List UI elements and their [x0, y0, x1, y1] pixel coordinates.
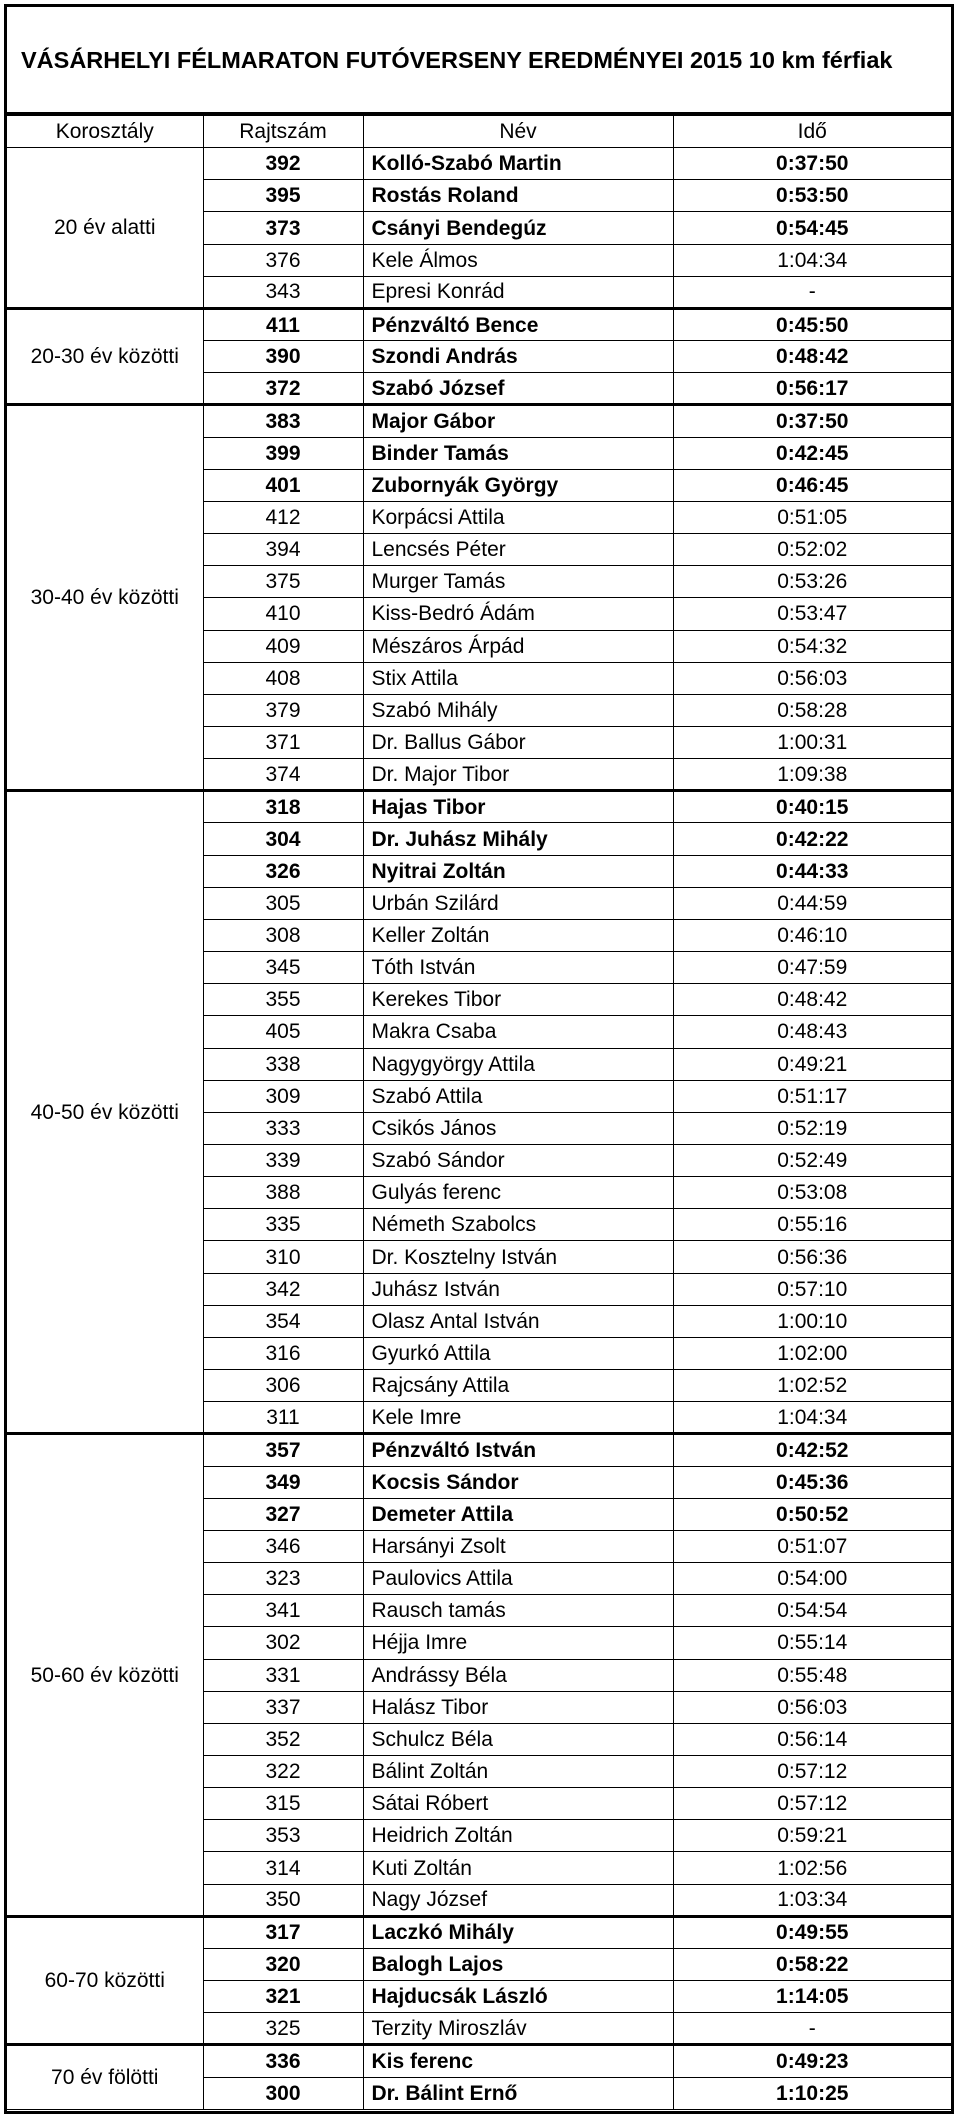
age-group-label: 20-30 év közötti: [7, 308, 203, 404]
results-sheet: [4, 4, 954, 2114]
bib-cell: 343: [203, 276, 363, 308]
time-cell: 0:56:17: [673, 373, 951, 405]
name-cell: Balogh Lajos: [363, 1948, 673, 1980]
time-cell: 0:37:50: [673, 405, 951, 437]
time-cell: 0:52:02: [673, 534, 951, 566]
name-cell: Heidrich Zoltán: [363, 1820, 673, 1852]
time-cell: 0:52:49: [673, 1145, 951, 1177]
header-time: Idő: [673, 116, 951, 148]
name-cell: Csányi Bendegúz: [363, 212, 673, 244]
result-row: [7, 1434, 951, 1466]
name-cell: Terzity Miroszláv: [363, 2013, 673, 2045]
time-cell: 0:53:50: [673, 180, 951, 212]
bib-cell: 331: [203, 1659, 363, 1691]
bib-cell: 318: [203, 791, 363, 823]
name-cell: Nagygyörgy Attila: [363, 1048, 673, 1080]
bib-cell: 308: [203, 919, 363, 951]
bib-cell: 342: [203, 1273, 363, 1305]
bib-cell: 374: [203, 759, 363, 791]
time-cell: 0:44:59: [673, 887, 951, 919]
time-cell: 0:40:15: [673, 791, 951, 823]
bib-cell: 405: [203, 1016, 363, 1048]
bib-cell: 352: [203, 1723, 363, 1755]
time-cell: 0:42:22: [673, 823, 951, 855]
name-cell: Pénzváltó Bence: [363, 308, 673, 340]
bib-cell: 399: [203, 437, 363, 469]
bib-cell: 379: [203, 694, 363, 726]
name-cell: Urbán Szilárd: [363, 887, 673, 919]
time-cell: 0:51:07: [673, 1530, 951, 1562]
bib-cell: 376: [203, 244, 363, 276]
age-group-label: 30-40 év közötti: [7, 405, 203, 791]
result-row: [7, 2045, 951, 2077]
name-cell: Paulovics Attila: [363, 1563, 673, 1595]
name-cell: Schulcz Béla: [363, 1723, 673, 1755]
bib-cell: 383: [203, 405, 363, 437]
bib-cell: 323: [203, 1563, 363, 1595]
bib-cell: 314: [203, 1852, 363, 1884]
name-cell: Major Gábor: [363, 405, 673, 437]
bib-cell: 305: [203, 887, 363, 919]
bib-cell: 306: [203, 1370, 363, 1402]
time-cell: 0:54:00: [673, 1563, 951, 1595]
name-cell: Dr. Kosztelny István: [363, 1241, 673, 1273]
name-cell: Bálint Zoltán: [363, 1755, 673, 1787]
time-cell: 1:10:25: [673, 2077, 951, 2109]
time-cell: 0:57:10: [673, 1273, 951, 1305]
name-cell: Epresi Konrád: [363, 276, 673, 308]
time-cell: 0:50:52: [673, 1498, 951, 1530]
bib-cell: 335: [203, 1209, 363, 1241]
name-cell: Kele Álmos: [363, 244, 673, 276]
time-cell: 0:59:21: [673, 1820, 951, 1852]
bib-cell: 338: [203, 1048, 363, 1080]
time-cell: 0:48:42: [673, 341, 951, 373]
bib-cell: 354: [203, 1305, 363, 1337]
bib-cell: 311: [203, 1402, 363, 1434]
bib-cell: 395: [203, 180, 363, 212]
bib-cell: 401: [203, 469, 363, 501]
name-cell: Rajcsány Attila: [363, 1370, 673, 1402]
bib-cell: 346: [203, 1530, 363, 1562]
name-cell: Kolló-Szabó Martin: [363, 148, 673, 180]
name-cell: Andrássy Béla: [363, 1659, 673, 1691]
time-cell: -: [673, 276, 951, 308]
name-cell: Dr. Juhász Mihály: [363, 823, 673, 855]
name-cell: Szabó Sándor: [363, 1145, 673, 1177]
bib-cell: 350: [203, 1884, 363, 1916]
bib-cell: 412: [203, 501, 363, 533]
time-cell: 0:49:23: [673, 2045, 951, 2077]
time-cell: 0:54:54: [673, 1595, 951, 1627]
bib-cell: 320: [203, 1948, 363, 1980]
time-cell: 0:44:33: [673, 855, 951, 887]
time-cell: 1:04:34: [673, 244, 951, 276]
age-group-label: 70 év fölötti: [7, 2045, 203, 2109]
header-bib: Rajtszám: [203, 116, 363, 148]
time-cell: 0:49:55: [673, 1916, 951, 1948]
name-cell: Harsányi Zsolt: [363, 1530, 673, 1562]
name-cell: Dr. Major Tibor: [363, 759, 673, 791]
bib-cell: 327: [203, 1498, 363, 1530]
bib-cell: 375: [203, 566, 363, 598]
bib-cell: 317: [203, 1916, 363, 1948]
bib-cell: 394: [203, 534, 363, 566]
time-cell: 1:02:52: [673, 1370, 951, 1402]
result-row: [7, 1916, 951, 1948]
time-cell: 0:58:22: [673, 1948, 951, 1980]
bib-cell: 388: [203, 1177, 363, 1209]
name-cell: Szondi András: [363, 341, 673, 373]
name-cell: Murger Tamás: [363, 566, 673, 598]
bib-cell: 315: [203, 1788, 363, 1820]
time-cell: 0:42:45: [673, 437, 951, 469]
time-cell: 0:54:32: [673, 630, 951, 662]
result-row: [7, 405, 951, 437]
header-row: [7, 116, 951, 148]
header-name: Név: [363, 116, 673, 148]
name-cell: Szabó Attila: [363, 1080, 673, 1112]
name-cell: Nagy József: [363, 1884, 673, 1916]
name-cell: Lencsés Péter: [363, 534, 673, 566]
bib-cell: 409: [203, 630, 363, 662]
bib-cell: 372: [203, 373, 363, 405]
time-cell: 0:37:50: [673, 148, 951, 180]
time-cell: 0:53:47: [673, 598, 951, 630]
name-cell: Kele Imre: [363, 1402, 673, 1434]
name-cell: Kocsis Sándor: [363, 1466, 673, 1498]
time-cell: 0:55:14: [673, 1627, 951, 1659]
result-row: [7, 148, 951, 180]
age-group-label: 60-70 közötti: [7, 1916, 203, 2045]
bib-cell: 321: [203, 1981, 363, 2013]
time-cell: 0:56:14: [673, 1723, 951, 1755]
time-cell: -: [673, 2013, 951, 2045]
name-cell: Kuti Zoltán: [363, 1852, 673, 1884]
time-cell: 0:56:03: [673, 662, 951, 694]
bib-cell: 355: [203, 984, 363, 1016]
name-cell: Sátai Róbert: [363, 1788, 673, 1820]
time-cell: 0:56:03: [673, 1691, 951, 1723]
name-cell: Csikós János: [363, 1112, 673, 1144]
time-cell: 1:00:10: [673, 1305, 951, 1337]
name-cell: Binder Tamás: [363, 437, 673, 469]
name-cell: Hajas Tibor: [363, 791, 673, 823]
bib-cell: 326: [203, 855, 363, 887]
results-body: [7, 148, 951, 2110]
time-cell: 0:55:16: [673, 1209, 951, 1241]
bib-cell: 304: [203, 823, 363, 855]
name-cell: Rostás Roland: [363, 180, 673, 212]
time-cell: 0:56:36: [673, 1241, 951, 1273]
time-cell: 1:09:38: [673, 759, 951, 791]
time-cell: 0:46:10: [673, 919, 951, 951]
bib-cell: 411: [203, 308, 363, 340]
time-cell: 0:52:19: [673, 1112, 951, 1144]
name-cell: Halász Tibor: [363, 1691, 673, 1723]
name-cell: Kis ferenc: [363, 2045, 673, 2077]
name-cell: Szabó Mihály: [363, 694, 673, 726]
name-cell: Nyitrai Zoltán: [363, 855, 673, 887]
bib-cell: 345: [203, 952, 363, 984]
result-row: [7, 791, 951, 823]
name-cell: Zubornyák György: [363, 469, 673, 501]
name-cell: Dr. Bálint Ernő: [363, 2077, 673, 2109]
name-cell: Kerekes Tibor: [363, 984, 673, 1016]
time-cell: 1:04:34: [673, 1402, 951, 1434]
results-table: [7, 115, 951, 2110]
bib-cell: 316: [203, 1337, 363, 1369]
time-cell: 0:48:43: [673, 1016, 951, 1048]
name-cell: Dr. Ballus Gábor: [363, 726, 673, 758]
name-cell: Stix Attila: [363, 662, 673, 694]
bib-cell: 341: [203, 1595, 363, 1627]
bib-cell: 353: [203, 1820, 363, 1852]
bib-cell: 373: [203, 212, 363, 244]
time-cell: 0:47:59: [673, 952, 951, 984]
time-cell: 0:49:21: [673, 1048, 951, 1080]
time-cell: 0:53:26: [673, 566, 951, 598]
title-row: [7, 7, 951, 115]
time-cell: 1:02:56: [673, 1852, 951, 1884]
bib-cell: 390: [203, 341, 363, 373]
age-group-label: 20 év alatti: [7, 148, 203, 309]
time-cell: 1:00:31: [673, 726, 951, 758]
bib-cell: 333: [203, 1112, 363, 1144]
name-cell: Laczkó Mihály: [363, 1916, 673, 1948]
bib-cell: 371: [203, 726, 363, 758]
name-cell: Mészáros Árpád: [363, 630, 673, 662]
bib-cell: 410: [203, 598, 363, 630]
bib-cell: 310: [203, 1241, 363, 1273]
bib-cell: 302: [203, 1627, 363, 1659]
bib-cell: 392: [203, 148, 363, 180]
time-cell: 0:46:45: [673, 469, 951, 501]
time-cell: 0:53:08: [673, 1177, 951, 1209]
name-cell: Tóth István: [363, 952, 673, 984]
bib-cell: 337: [203, 1691, 363, 1723]
header-age-group: Korosztály: [7, 116, 203, 148]
name-cell: Keller Zoltán: [363, 919, 673, 951]
bib-cell: 357: [203, 1434, 363, 1466]
page-title: VÁSÁRHELYI FÉLMARATON FUTÓVERSENY EREDMÉNYEI 2015 10 km férfiak: [21, 47, 893, 73]
name-cell: Pénzváltó István: [363, 1434, 673, 1466]
time-cell: 0:45:36: [673, 1466, 951, 1498]
time-cell: 1:03:34: [673, 1884, 951, 1916]
time-cell: 1:14:05: [673, 1981, 951, 2013]
name-cell: Gyurkó Attila: [363, 1337, 673, 1369]
name-cell: Olasz Antal István: [363, 1305, 673, 1337]
name-cell: Demeter Attila: [363, 1498, 673, 1530]
name-cell: Korpácsi Attila: [363, 501, 673, 533]
time-cell: 0:51:17: [673, 1080, 951, 1112]
result-row: [7, 308, 951, 340]
bib-cell: 336: [203, 2045, 363, 2077]
name-cell: Gulyás ferenc: [363, 1177, 673, 1209]
name-cell: Kiss-Bedró Ádám: [363, 598, 673, 630]
bib-cell: 408: [203, 662, 363, 694]
time-cell: 0:57:12: [673, 1788, 951, 1820]
name-cell: Makra Csaba: [363, 1016, 673, 1048]
name-cell: Rausch tamás: [363, 1595, 673, 1627]
bib-cell: 322: [203, 1755, 363, 1787]
time-cell: 0:48:42: [673, 984, 951, 1016]
name-cell: Héjja Imre: [363, 1627, 673, 1659]
time-cell: 0:51:05: [673, 501, 951, 533]
age-group-label: 50-60 év közötti: [7, 1434, 203, 1916]
name-cell: Hajducsák László: [363, 1981, 673, 2013]
bib-cell: 325: [203, 2013, 363, 2045]
name-cell: Juhász István: [363, 1273, 673, 1305]
bib-cell: 300: [203, 2077, 363, 2109]
time-cell: 0:55:48: [673, 1659, 951, 1691]
bib-cell: 349: [203, 1466, 363, 1498]
time-cell: 0:57:12: [673, 1755, 951, 1787]
time-cell: 1:02:00: [673, 1337, 951, 1369]
name-cell: Szabó József: [363, 373, 673, 405]
name-cell: Németh Szabolcs: [363, 1209, 673, 1241]
time-cell: 0:54:45: [673, 212, 951, 244]
bib-cell: 339: [203, 1145, 363, 1177]
time-cell: 0:42:52: [673, 1434, 951, 1466]
age-group-label: 40-50 év közötti: [7, 791, 203, 1434]
time-cell: 0:58:28: [673, 694, 951, 726]
time-cell: 0:45:50: [673, 308, 951, 340]
bib-cell: 309: [203, 1080, 363, 1112]
